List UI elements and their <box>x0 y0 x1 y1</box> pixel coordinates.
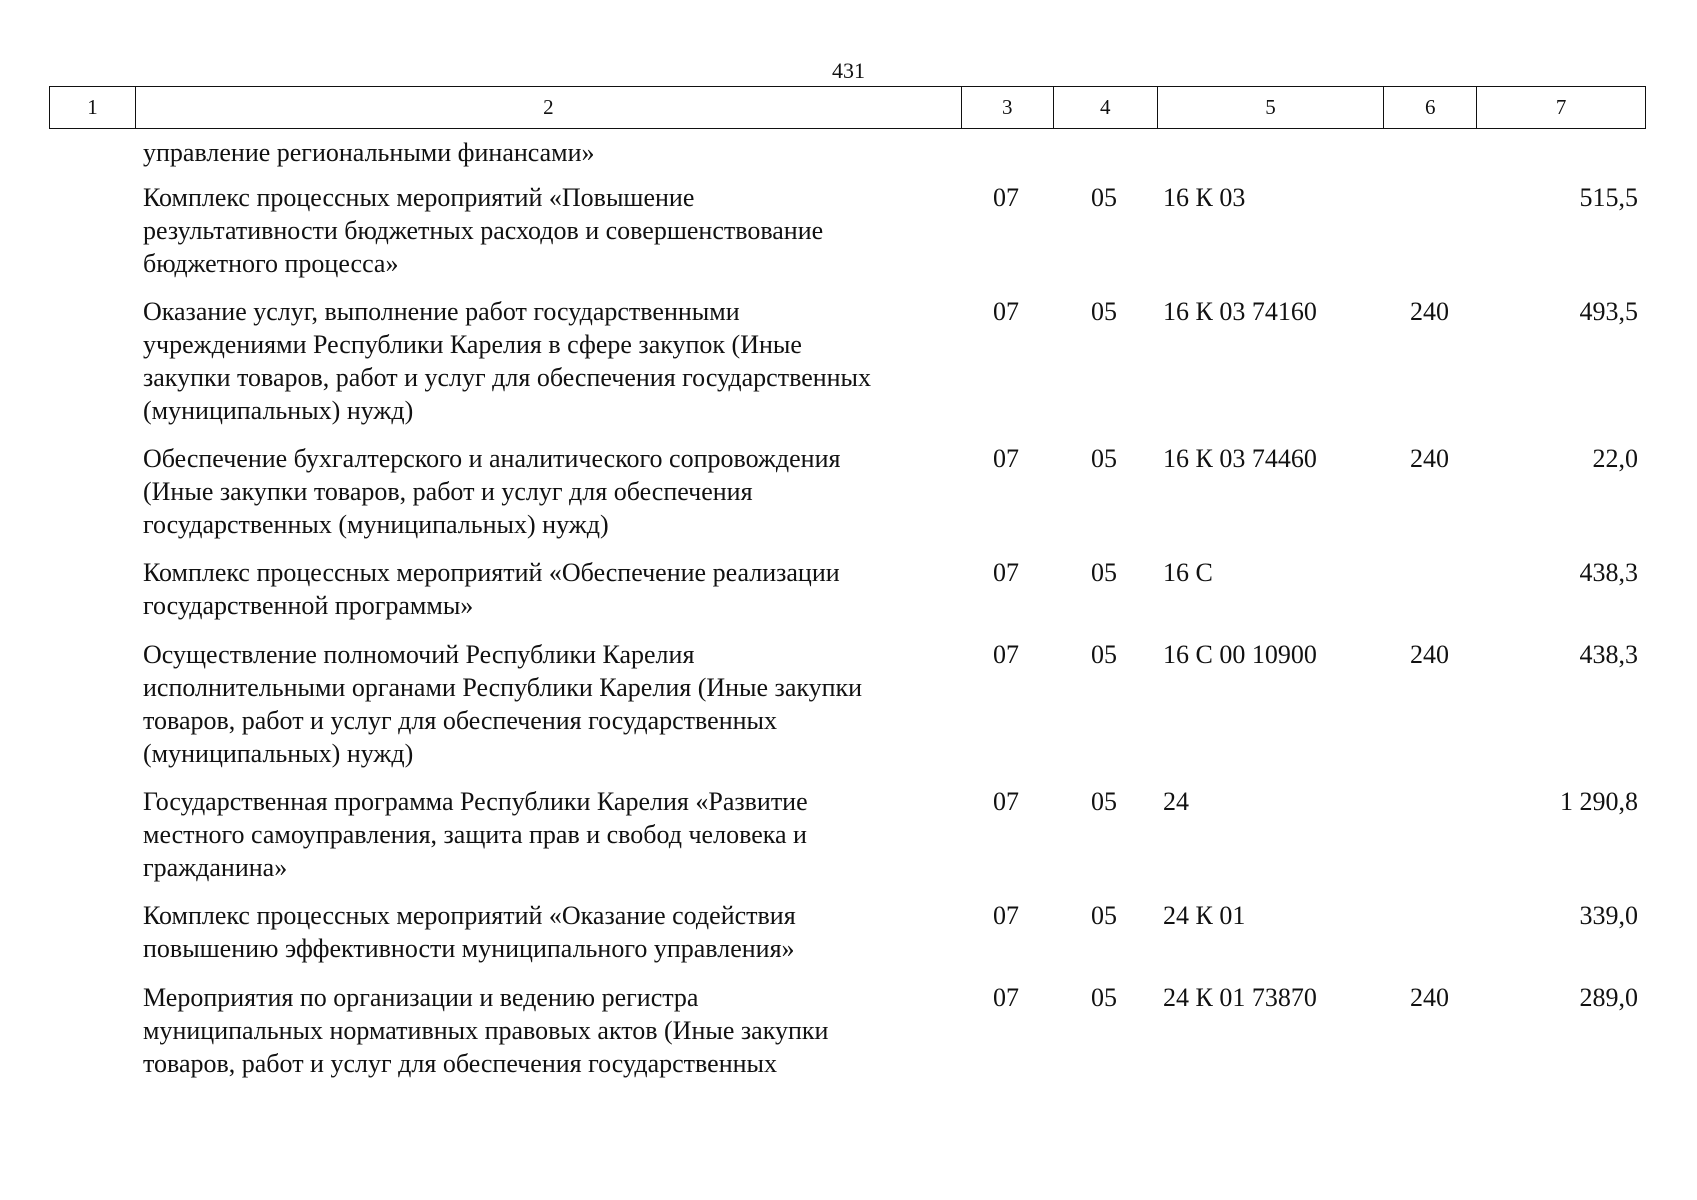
header-col-3: 3 <box>962 87 1054 128</box>
table-row <box>0 785 1697 899</box>
row-name: Комплекс процессных мероприятий «Обеспечение реализации государственной программы» <box>143 558 840 620</box>
table-header <box>49 86 1646 129</box>
row-section: 07 <box>993 444 1019 473</box>
row-section: 07 <box>993 640 1019 669</box>
table-row <box>0 181 1697 295</box>
row-name: Обеспечение бухгалтерского и аналитического сопровождения (Иные закупки товаров, работ и услуг для обеспечения государственных (муниципальных) нужд) <box>143 444 841 539</box>
row-target-item: 16 С <box>1163 558 1213 587</box>
row-subsection: 05 <box>1091 983 1117 1012</box>
row-subsection: 05 <box>1091 444 1117 473</box>
header-col-1: 1 <box>50 87 136 128</box>
table-row <box>0 899 1697 981</box>
table-row <box>0 442 1697 556</box>
table-row <box>0 295 1697 442</box>
row-name: Осуществление полномочий Республики Карелия исполнительными органами Республики Карелия (Иные закупки товаров, работ и услуг для обеспечения государственных (муниципальных) нужд) <box>143 640 863 768</box>
row-name: управление региональными финансами» <box>143 138 595 167</box>
row-subsection: 05 <box>1091 901 1117 930</box>
row-name: Оказание услуг, выполнение работ государственными учреждениями Республики Карелия в сфере закупок (Иные закупки товаров, работ и услуг для обеспечения государственных (муниципальных) нужд) <box>143 297 872 425</box>
row-name: Государственная программа Республики Карелия «Развитие местного самоуправления, защита прав и свобод человека и гражданина» <box>143 787 808 882</box>
table-row <box>0 136 1697 181</box>
table-row <box>0 556 1697 638</box>
row-section: 07 <box>993 983 1019 1012</box>
row-name: Комплекс процессных мероприятий «Повышение результативности бюджетных расходов и совершенствование бюджетного процесса» <box>143 183 824 278</box>
row-amount: 438,3 <box>1579 558 1638 587</box>
row-target-item: 16 К 03 <box>1163 183 1246 212</box>
row-subsection: 05 <box>1091 787 1117 816</box>
row-section: 07 <box>993 901 1019 930</box>
row-subsection: 05 <box>1091 558 1117 587</box>
row-amount: 22,0 <box>1592 444 1638 473</box>
row-expense-type: 240 <box>1410 444 1449 473</box>
header-col-4: 4 <box>1054 87 1158 128</box>
row-expense-type: 240 <box>1410 640 1449 669</box>
row-expense-type: 240 <box>1410 983 1449 1012</box>
header-col-5: 5 <box>1158 87 1385 128</box>
row-section: 07 <box>993 787 1019 816</box>
row-amount: 339,0 <box>1579 901 1638 930</box>
row-target-item: 16 К 03 74160 <box>1163 297 1317 326</box>
row-section: 07 <box>993 558 1019 587</box>
row-section: 07 <box>993 183 1019 212</box>
row-subsection: 05 <box>1091 297 1117 326</box>
header-col-7: 7 <box>1555 95 1567 119</box>
row-target-item: 16 К 03 74460 <box>1163 444 1317 473</box>
row-target-item: 24 <box>1163 787 1189 816</box>
row-amount: 515,5 <box>1579 183 1638 212</box>
row-expense-type: 240 <box>1410 297 1449 326</box>
row-section: 07 <box>993 297 1019 326</box>
table-body <box>0 136 1697 1091</box>
row-amount: 438,3 <box>1579 640 1638 669</box>
table-row <box>0 638 1697 785</box>
row-name: Мероприятия по организации и ведению регистра муниципальных нормативных правовых актов (Иные закупки товаров, работ и услуг для обеспечения государственных <box>143 983 829 1078</box>
header-col-2: 2 <box>136 87 962 128</box>
row-amount: 1 290,8 <box>1560 787 1638 816</box>
page-number: 431 <box>832 58 865 83</box>
row-amount: 493,5 <box>1579 297 1638 326</box>
table-row <box>0 981 1697 1091</box>
row-target-item: 24 К 01 <box>1163 901 1246 930</box>
row-target-item: 16 С 00 10900 <box>1163 640 1317 669</box>
header-col-6: 6 <box>1384 87 1477 128</box>
row-target-item: 24 К 01 73870 <box>1163 983 1317 1012</box>
row-subsection: 05 <box>1091 640 1117 669</box>
row-amount: 289,0 <box>1579 983 1638 1012</box>
row-name: Комплекс процессных мероприятий «Оказание содействия повышению эффективности муниципального управления» <box>143 901 796 963</box>
row-subsection: 05 <box>1091 183 1117 212</box>
